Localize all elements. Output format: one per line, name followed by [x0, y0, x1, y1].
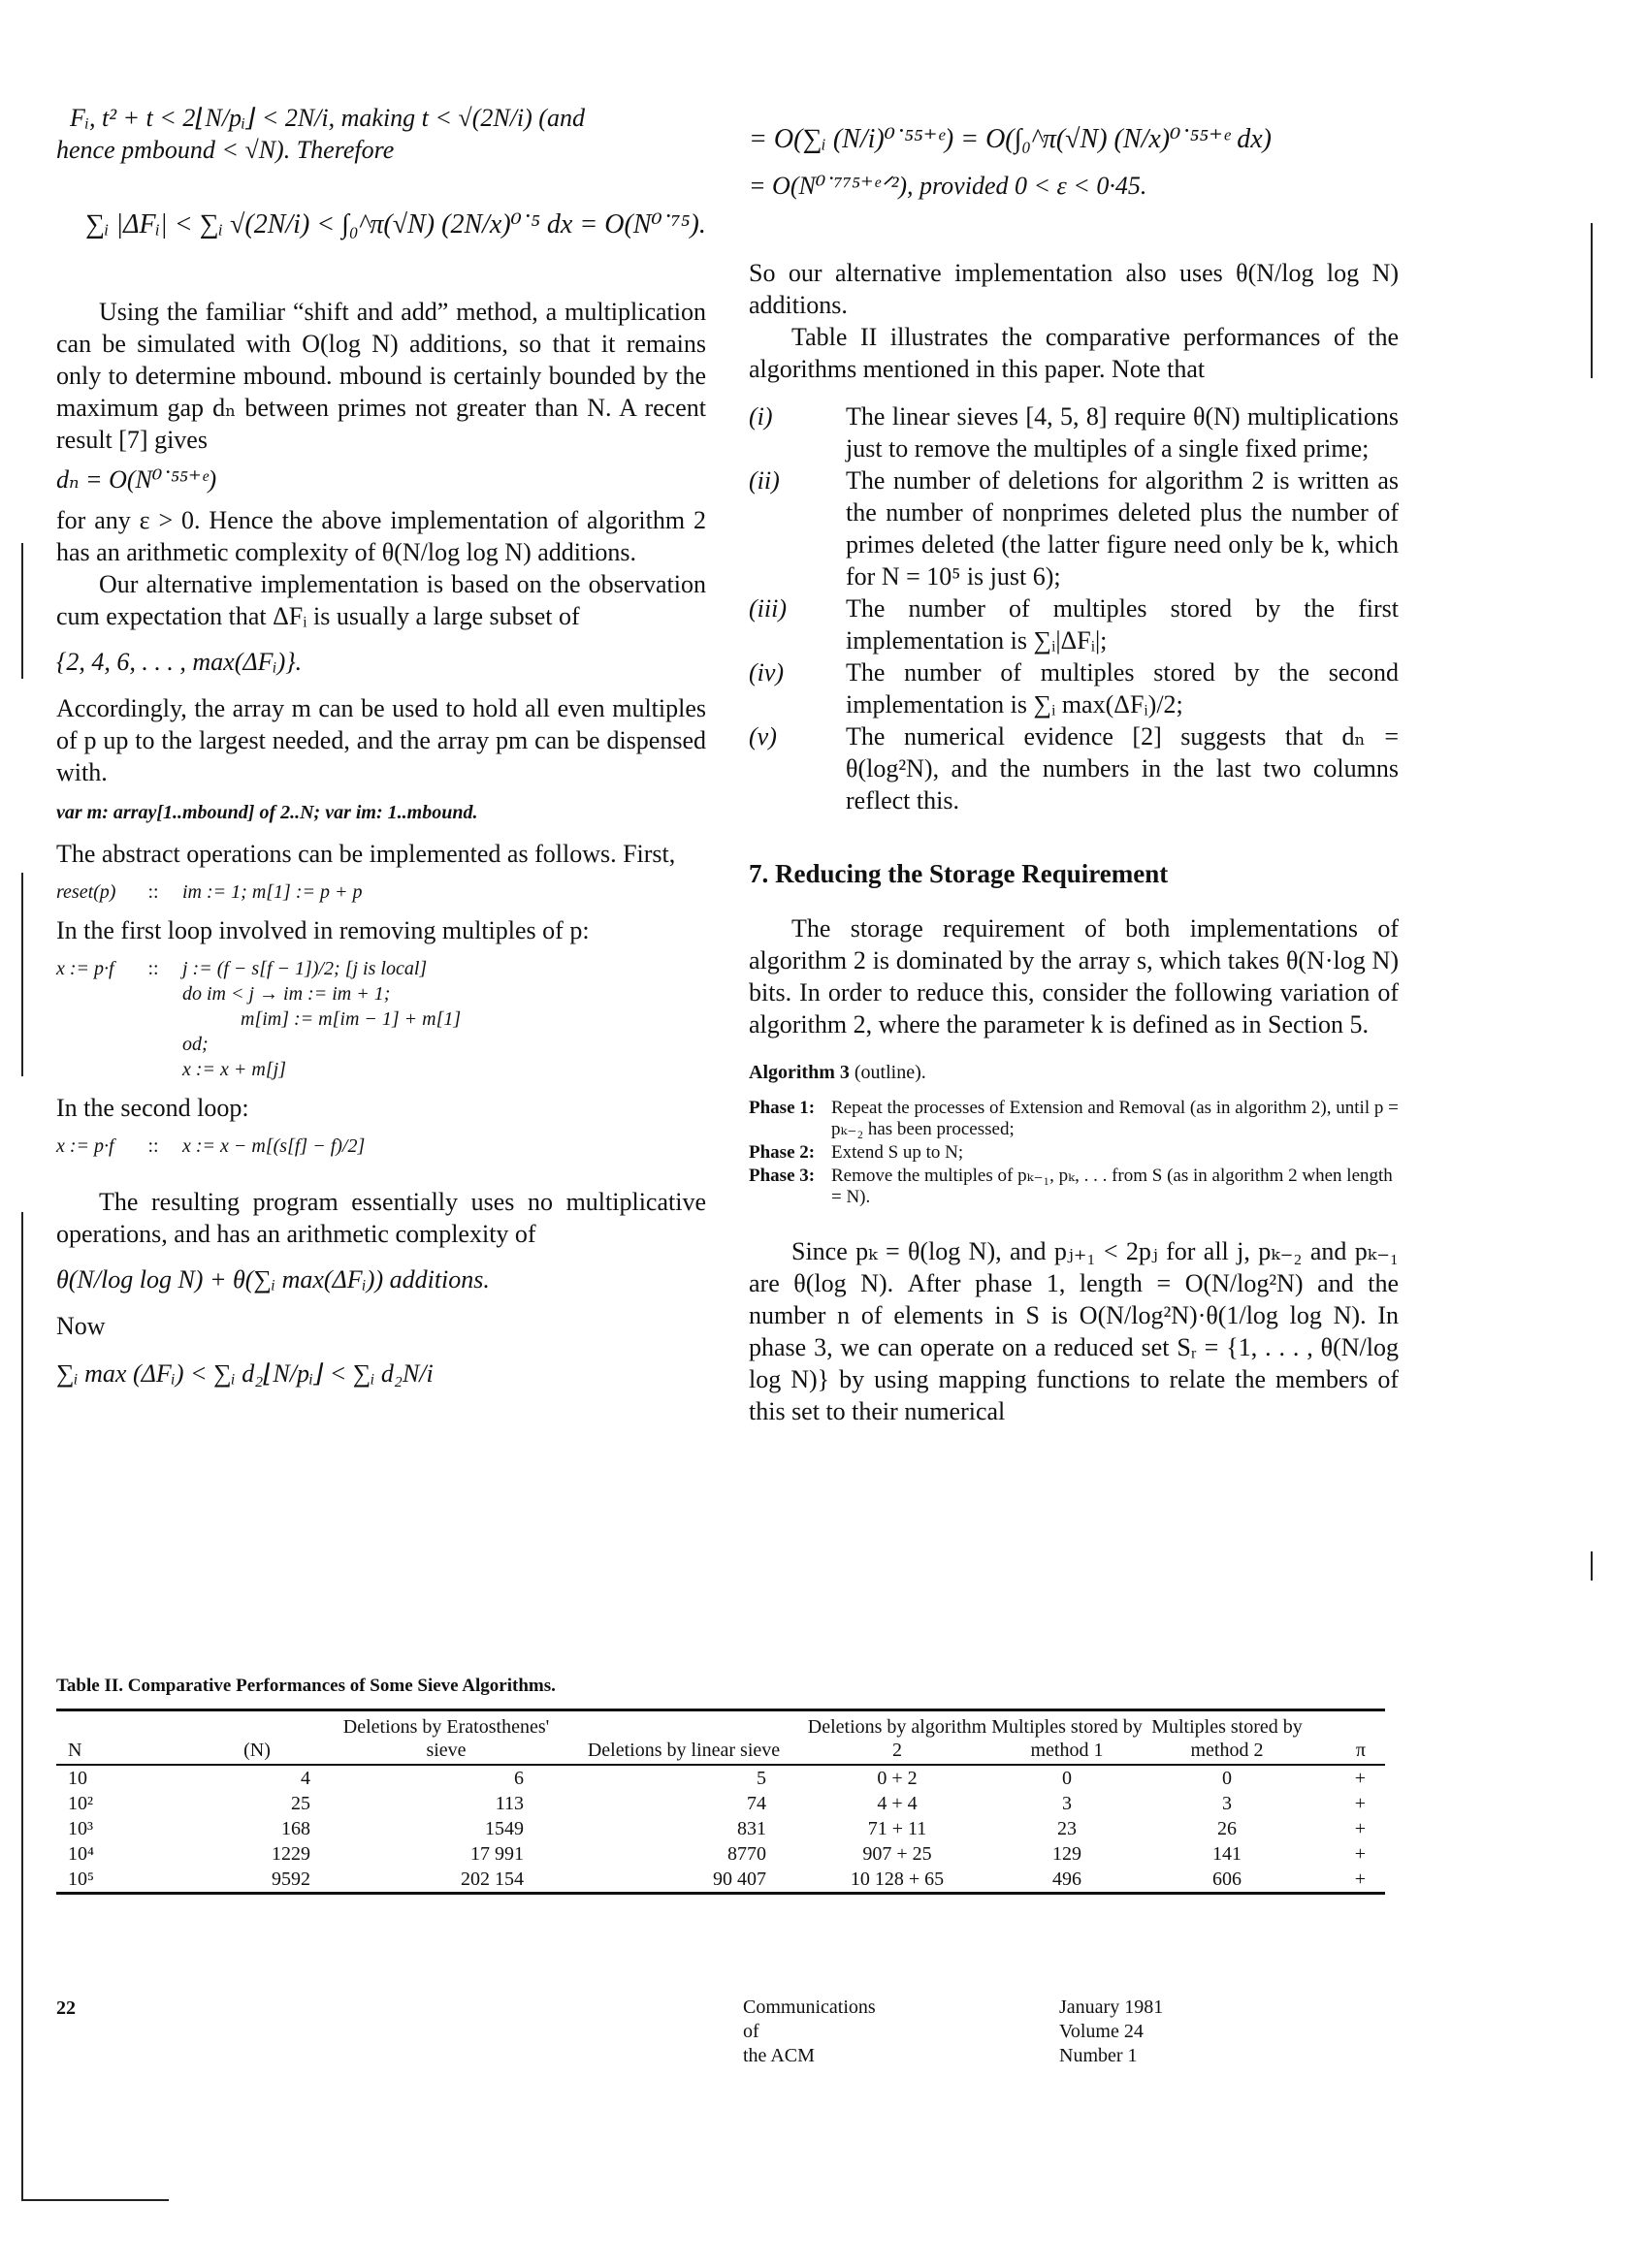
code-body: [182, 956, 461, 1082]
note-item: [749, 720, 1399, 816]
footer-journal-line: of: [743, 2021, 759, 2042]
cell-pi-n: 9592: [272, 1869, 310, 1890]
note-item: [749, 400, 1399, 464]
col-header-n: N: [68, 1740, 82, 1761]
note-item: [749, 464, 1399, 592]
table-row: [56, 1765, 1385, 1791]
code-sep: ::: [147, 881, 159, 903]
scan-mark-left-edge: [21, 873, 23, 1076]
cell-method2: 0: [1222, 1768, 1232, 1789]
col-header-eratosthenes: Deletions by Eratosthenes' sieve: [342, 1716, 550, 1761]
footer-issue: [1059, 1996, 1163, 2068]
code-line: j := (f − s[f − 1])/2; [j is local]: [182, 958, 428, 979]
phase-text: Repeat the processes of Extension and Removal (as in algorithm 2), until p = pₖ₋₂ has been processed;: [831, 1098, 1399, 1139]
phase-label: Phase 1:: [749, 1098, 816, 1118]
cell-linear: 831: [737, 1818, 766, 1839]
algorithm-subtitle: (outline).: [854, 1062, 926, 1083]
equation-order: = O(∑ᵢ (N/i)⁰˙⁵⁵⁺ᵉ) = O(∫₀^π(√N) (N/x)⁰˙⁵⁵⁺ᵉ dx): [749, 124, 1272, 154]
comparison-table: [56, 1709, 1385, 1895]
equation-sum-delta-f: ∑ᵢ |ΔFᵢ| < ∑ᵢ √(2N/i) < ∫₀^π(√N) (2N/x)⁰˙⁵ dx = O(N⁰˙⁷⁵).: [85, 209, 706, 240]
note-number: (ii): [749, 466, 780, 495]
cell-algorithm2: 71 + 11: [867, 1818, 927, 1839]
scan-mark-left-edge: [21, 543, 23, 679]
intro-line: Fᵢ, t² + t < 2⌊N/pᵢ⌋ < 2N/i, making t < √(2N/i) (and: [70, 104, 585, 132]
table-row: [56, 1816, 1385, 1841]
note-text: The linear sieves [4, 5, 8] require θ(N) multiplications just to remove the multiples of a single fixed prime;: [846, 402, 1399, 463]
cell-linear: 5: [757, 1768, 766, 1789]
footer-journal-line: Communications: [743, 1996, 876, 2018]
code-head: x := p·f: [56, 1135, 114, 1157]
phase-label: Phase 2:: [749, 1142, 816, 1163]
code-line: od;: [182, 1034, 209, 1055]
cell-method2: 141: [1212, 1843, 1242, 1865]
note-text: The number of deletions for algorithm 2 is written as the number of nonprimes deleted plus the number of primes deleted (the latter figure need only be k, which for N = 10⁵ is just 6);: [846, 466, 1399, 591]
paragraph: Using the familiar “shift and add” method, a multiplication can be simulated with O(log N) additions, so that it remains only to determine mbound. mbound is certainly bounded by the maximum gap dₙ between primes not greater than N. A recent result [7] gives: [56, 298, 706, 454]
note-text: The number of multiples stored by the first implementation is ∑ᵢ|ΔFᵢ|;: [846, 594, 1399, 655]
footer-issue-line: Volume 24: [1059, 2021, 1144, 2042]
phase-label: Phase 3:: [749, 1166, 816, 1186]
paragraph: Our alternative implementation is based on the observation cum expectation that ΔFᵢ is usually a large subset of: [56, 570, 706, 630]
cell-pi-n: 4: [301, 1768, 310, 1789]
col-header-method1: Multiples stored by method 1: [991, 1716, 1143, 1761]
paragraph: Accordingly, the array m can be used to hold all even multiples of p up to the largest needed, and the array pm can be dispensed with.: [56, 694, 706, 786]
cell-method2: 606: [1212, 1869, 1242, 1890]
cell-pi-n: 168: [281, 1818, 310, 1839]
cell-method1: 3: [1062, 1793, 1072, 1814]
phase-text: Remove the multiples of pₖ₋₁, pₖ, . . . from S (as in algorithm 2 when length = N).: [831, 1166, 1393, 1207]
footer-issue-line: January 1981: [1059, 1996, 1164, 2018]
code-line: x := x + m[j]: [182, 1059, 286, 1080]
code-loop2: [56, 1134, 706, 1159]
code-sep: ::: [147, 1135, 159, 1157]
cell-linear: 90 407: [713, 1869, 766, 1890]
paragraph: The resulting program essentially uses no multiplicative operations, and has an arithmetic complexity of: [56, 1188, 706, 1248]
phase-item: [749, 1142, 1399, 1164]
cell-method1: 129: [1052, 1843, 1081, 1865]
cell-pi: +: [1354, 1818, 1366, 1839]
cell-n: 10³: [68, 1818, 93, 1839]
note-number: (v): [749, 722, 777, 751]
equation-sum-max: ∑ᵢ max (ΔFᵢ) < ∑ᵢ d₂⌊N/pᵢ⌋ < ∑ᵢ d₂N/i: [56, 1359, 434, 1388]
code-body: x := x − m[(s[f] − f)/2]: [182, 1135, 366, 1157]
code-line: do im < j → im := im + 1;: [182, 983, 391, 1005]
page-number: 22: [56, 1997, 76, 2019]
col-header-pi: π: [1355, 1740, 1366, 1761]
cell-algorithm2: 4 + 4: [877, 1793, 918, 1814]
paragraph: Now: [56, 1312, 106, 1340]
cell-method1: 23: [1057, 1818, 1077, 1839]
scan-mark-right-edge: [1591, 223, 1593, 378]
note-number: (i): [749, 402, 773, 431]
col-header-method2: Multiples stored by method 2: [1151, 1716, 1303, 1761]
phase-text: Extend S up to N;: [831, 1142, 964, 1163]
cell-linear: 8770: [727, 1843, 766, 1865]
code-reset: [56, 879, 706, 905]
col-header-pi-n: (N): [243, 1740, 271, 1761]
table-caption: Table II. Comparative Performances of Some Sieve Algorithms.: [56, 1676, 556, 1696]
phase-item: [749, 1166, 1399, 1208]
equation-complexity: θ(N/log log N) + θ(∑ᵢ max(ΔFᵢ)) additions.: [56, 1265, 490, 1294]
cell-n: 10: [68, 1768, 87, 1789]
cell-eratosthenes: 113: [495, 1793, 524, 1814]
cell-method2: 3: [1222, 1793, 1232, 1814]
paragraph: for any ε > 0. Hence the above implementation of algorithm 2 has an arithmetic complexity of θ(N/log log N) additions.: [56, 506, 706, 566]
col-header-algorithm2: Deletions by algorithm 2: [807, 1716, 987, 1761]
note-number: (iv): [749, 658, 785, 687]
cell-eratosthenes: 17 991: [470, 1843, 524, 1865]
code-body: im := 1; m[1] := p + p: [182, 881, 363, 903]
section-title: 7. Reducing the Storage Requirement: [749, 859, 1169, 888]
code-line: m[im] := m[im − 1] + m[1]: [182, 1008, 462, 1030]
cell-eratosthenes: 1549: [485, 1818, 524, 1839]
cell-pi: +: [1354, 1793, 1366, 1814]
cell-algorithm2: 0 + 2: [877, 1768, 918, 1789]
table-header-row: [56, 1710, 1385, 1766]
note-text: The number of multiples stored by the second implementation is ∑ᵢ max(ΔFᵢ)/2;: [846, 658, 1399, 719]
cell-method1: 496: [1052, 1869, 1081, 1890]
right-column: [749, 102, 1399, 1427]
scan-mark-left-edge: [21, 1212, 23, 2201]
cell-pi-n: 25: [291, 1793, 310, 1814]
scan-mark-bottom: [23, 2199, 169, 2201]
cell-eratosthenes: 6: [514, 1768, 524, 1789]
table-row: [56, 1841, 1385, 1867]
cell-method2: 26: [1217, 1818, 1237, 1839]
cell-eratosthenes: 202 154: [461, 1869, 524, 1890]
equation-result: = O(N⁰˙⁷⁷⁵⁺ᵉᐟ²), provided 0 < ε < 0·45.: [749, 172, 1147, 200]
paragraph: The storage requirement of both implementations of algorithm 2 is dominated by the array s, which takes θ(N·log N) bits. In order to reduce this, consider the following variation of algorithm 2, where the parameter k is defined as in Section 5.: [749, 914, 1399, 1038]
cell-algorithm2: 10 128 + 65: [850, 1869, 945, 1890]
equation-max-gap: dₙ = O(N⁰˙⁵⁵⁺ᵉ): [56, 465, 217, 494]
var-declaration: var m: array[1..mbound] of 2..N; var im: 1..mbound.: [56, 802, 478, 823]
note-number: (iii): [749, 594, 787, 623]
scan-mark-right-edge: [1591, 1551, 1593, 1581]
code-loop1: [56, 956, 706, 1082]
footer-issue-line: Number 1: [1059, 2045, 1138, 2066]
paragraph: In the second loop:: [56, 1094, 249, 1122]
footer-journal: [743, 1996, 876, 2068]
table-row: [56, 1791, 1385, 1816]
phase-item: [749, 1098, 1399, 1140]
intro-line: hence pmbound < √N). Therefore: [56, 136, 395, 164]
col-header-linear: Deletions by linear sieve: [587, 1740, 781, 1761]
code-head: reset(p): [56, 881, 116, 903]
cell-linear: 74: [747, 1793, 766, 1814]
cell-n: 10²: [68, 1793, 93, 1814]
paragraph: Table II illustrates the comparative performances of the algorithms mentioned in this paper. Note that: [749, 323, 1399, 383]
code-head: x := p·f: [56, 958, 114, 979]
code-sep: ::: [147, 958, 159, 979]
note-item: [749, 592, 1399, 656]
left-column: [56, 102, 706, 1398]
footer-journal-line: the ACM: [743, 2045, 815, 2066]
cell-n: 10⁵: [68, 1869, 94, 1890]
note-item: [749, 656, 1399, 720]
cell-pi: +: [1354, 1843, 1366, 1865]
paragraph: The abstract operations can be implemented as follows. First,: [56, 840, 676, 868]
cell-n: 10⁴: [68, 1843, 94, 1865]
paragraph: Since pₖ = θ(log N), and pⱼ₊₁ < 2pⱼ for all j, pₖ₋₂ and pₖ₋₁ are θ(log N). After phase 1, length = O(N/log²N) and the number n of elements in S is O(N/log²N)·θ(1/log log N). In phase 3, we can operate on a reduced set Sᵣ = {1, . . . , θ(N/log log N)} by using mapping functions to relate the members of this set to their numerical: [749, 1237, 1399, 1425]
table-row: [56, 1867, 1385, 1894]
paragraph: In the first loop involved in removing multiples of p:: [56, 916, 590, 944]
cell-pi: +: [1354, 1768, 1366, 1789]
algorithm-title: [749, 1062, 1399, 1084]
cell-pi-n: 1229: [272, 1843, 310, 1865]
note-text: The numerical evidence [2] suggests that dₙ = θ(log²N), and the numbers in the last two columns reflect this.: [846, 722, 1399, 815]
cell-algorithm2: 907 + 25: [862, 1843, 932, 1865]
algorithm-name: Algorithm 3: [749, 1062, 850, 1083]
paragraph: So our alternative implementation also uses θ(N/log log N) additions.: [749, 259, 1399, 319]
cell-method1: 0: [1062, 1768, 1072, 1789]
equation-set: {2, 4, 6, . . . , max(ΔFᵢ)}.: [56, 648, 303, 676]
cell-pi: +: [1354, 1869, 1366, 1890]
